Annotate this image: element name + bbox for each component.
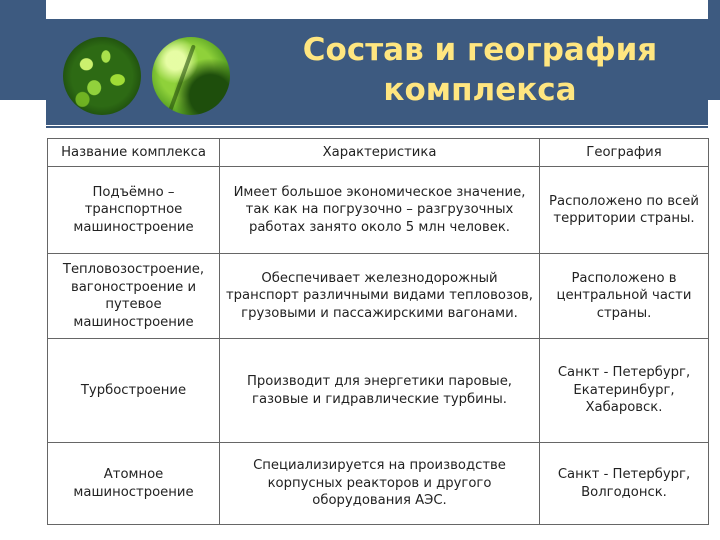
- cell-geography: Расположено в центральной части страны.: [540, 254, 709, 339]
- complex-table: [47, 138, 709, 525]
- cell-name: Атомное машиностроение: [48, 443, 220, 525]
- cell-characteristic: Специализируется на производстве корпусных реакторов и другого оборудования АЭС.: [220, 443, 540, 525]
- header-divider: [46, 126, 708, 128]
- table-header-row: [48, 139, 709, 167]
- table-row: [48, 443, 709, 525]
- cell-characteristic: Обеспечивает железнодорожный транспорт различными видами тепловозов, грузовыми и пассажирскими вагонами.: [220, 254, 540, 339]
- title-line-2: комплекса: [383, 72, 577, 108]
- cell-geography: Санкт - Петербург, Екатеринбург, Хабаровск.: [540, 339, 709, 443]
- cell-characteristic: Производит для энергетики паровые, газовые и гидравлические турбины.: [220, 339, 540, 443]
- title-line-1: Состав и география: [302, 32, 658, 68]
- leaf-orb-image: [152, 37, 230, 115]
- cell-name: Тепловозостроение, вагоностроение и путевое машиностроение: [48, 254, 220, 339]
- header-geography: География: [540, 139, 709, 167]
- header-band-right: [708, 0, 720, 100]
- header-name: Название комплекса: [48, 139, 220, 167]
- fern-orb-image: [63, 37, 141, 115]
- cell-name: Турбостроение: [48, 339, 220, 443]
- cell-geography: Санкт - Петербург, Волгодонск.: [540, 443, 709, 525]
- header-characteristic: Характеристика: [220, 139, 540, 167]
- cell-characteristic: Имеет большое экономическое значение, так как на погрузочно – разгрузочных работах занято около 5 млн человек.: [220, 167, 540, 254]
- cell-name: Подъёмно – транспортное машиностроение: [48, 167, 220, 254]
- slide-title: [260, 30, 700, 110]
- table-row: [48, 339, 709, 443]
- cell-geography: Расположено по всей территории страны.: [540, 167, 709, 254]
- header-band-left: [0, 0, 46, 100]
- table-row: [48, 254, 709, 339]
- table-row: [48, 167, 709, 254]
